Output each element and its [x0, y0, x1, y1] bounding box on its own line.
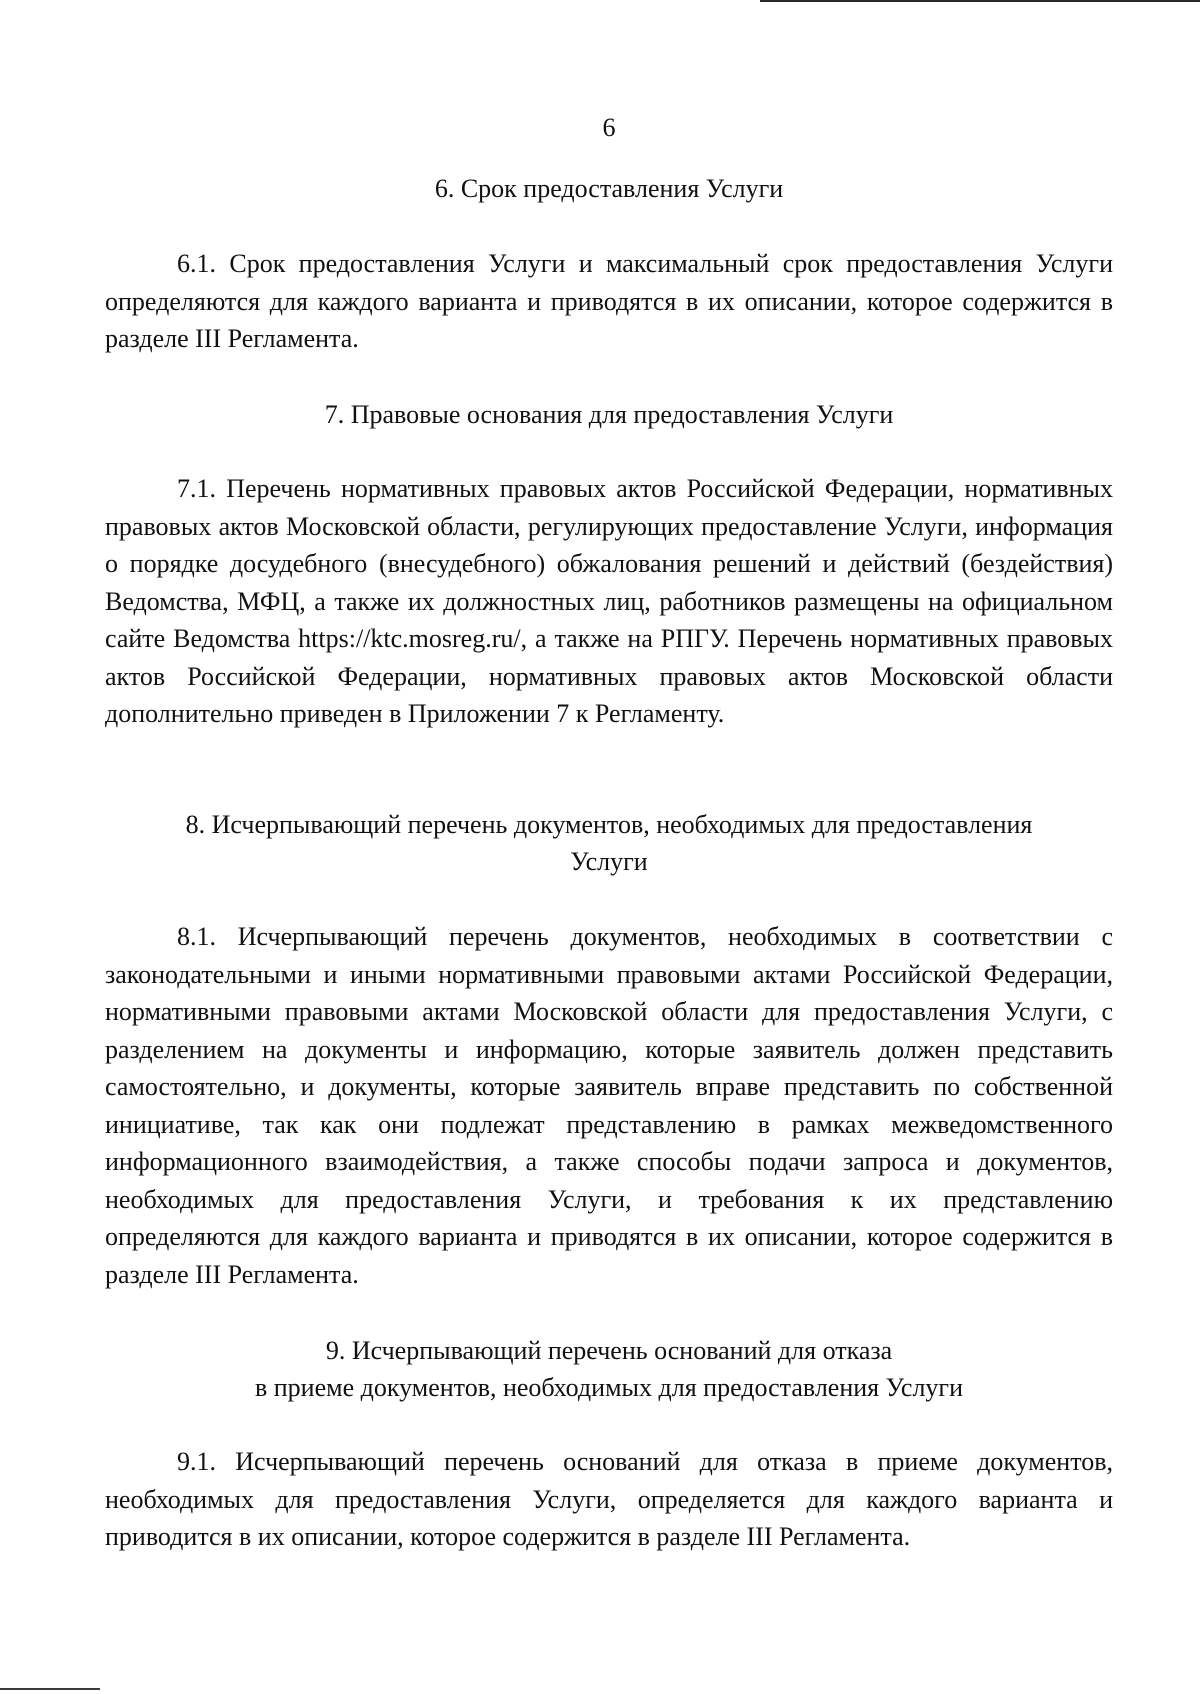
section-8-heading-line2: Услуги: [570, 847, 648, 876]
section-6-1-paragraph: 6.1. Срок предоставления Услуги и максимальный срок предоставления Услуги определяются для каждого варианта и приводятся в их описании, которое содержится в разделе III Регламента.: [105, 249, 1113, 353]
section-9-heading-line2: в приеме документов, необходимых для предоставления Услуги: [254, 1373, 964, 1402]
section-6-heading: 6. Срок предоставления Услуги: [434, 174, 784, 203]
section-8-heading: [105, 806, 1113, 880]
page-number: 6: [602, 113, 616, 142]
scan-artifact-top: [760, 0, 1200, 2]
section-8-heading-line1: 8. Исчерпывающий перечень документов, необходимых для предоставления: [185, 810, 1033, 839]
scan-artifact-bottom: [0, 1688, 100, 1690]
section-8-1-paragraph: 8.1. Исчерпывающий перечень документов, необходимых в соответствии с законодательными и иными нормативными правовыми актами Российской Федерации, нормативными правовыми актами Московской области для предоставления Услуги, с разделением на документы и информацию, которые заявитель должен представить самостоятельно, и документы, которые заявитель вправе представить по собственной инициативе, так как они подлежат представлению в рамках межведомственного информационного взаимодействия, а также способы подачи запроса и документов, необходимых для предоставления Услуги, и требования к их представлению определяются для каждого варианта и приводятся в их описании, которое содержится в разделе III Регламента.: [105, 922, 1113, 1289]
section-7-1-paragraph: 7.1. Перечень нормативных правовых актов Российской Федерации, нормативных правовых актов Московской области, регулирующих предоставление Услуги, информация о порядке досудебного (внесудебного) обжалования решений и действий (бездействия) Ведомства, МФЦ, а также их должностных лиц, работников размещены на официальном сайте Ведомства https://ktc.mosreg.ru/, а также на РПГУ. Перечень нормативных правовых актов Российской Федерации, нормативных правовых актов Московской области дополнительно приведен в Приложении 7 к Регламенту.: [105, 474, 1113, 728]
section-9-heading: [105, 1332, 1113, 1406]
section-9-1-paragraph: 9.1. Исчерпывающий перечень оснований для отказа в приеме документов, необходимых для предоставления Услуги, определяется для каждого варианта и приводится в их описании, которое содержится в разделе III Регламента.: [105, 1447, 1113, 1551]
section-7-heading: 7. Правовые основания для предоставления Услуги: [324, 400, 894, 429]
section-9-heading-line1: 9. Исчерпывающий перечень оснований для отказа: [325, 1336, 893, 1365]
